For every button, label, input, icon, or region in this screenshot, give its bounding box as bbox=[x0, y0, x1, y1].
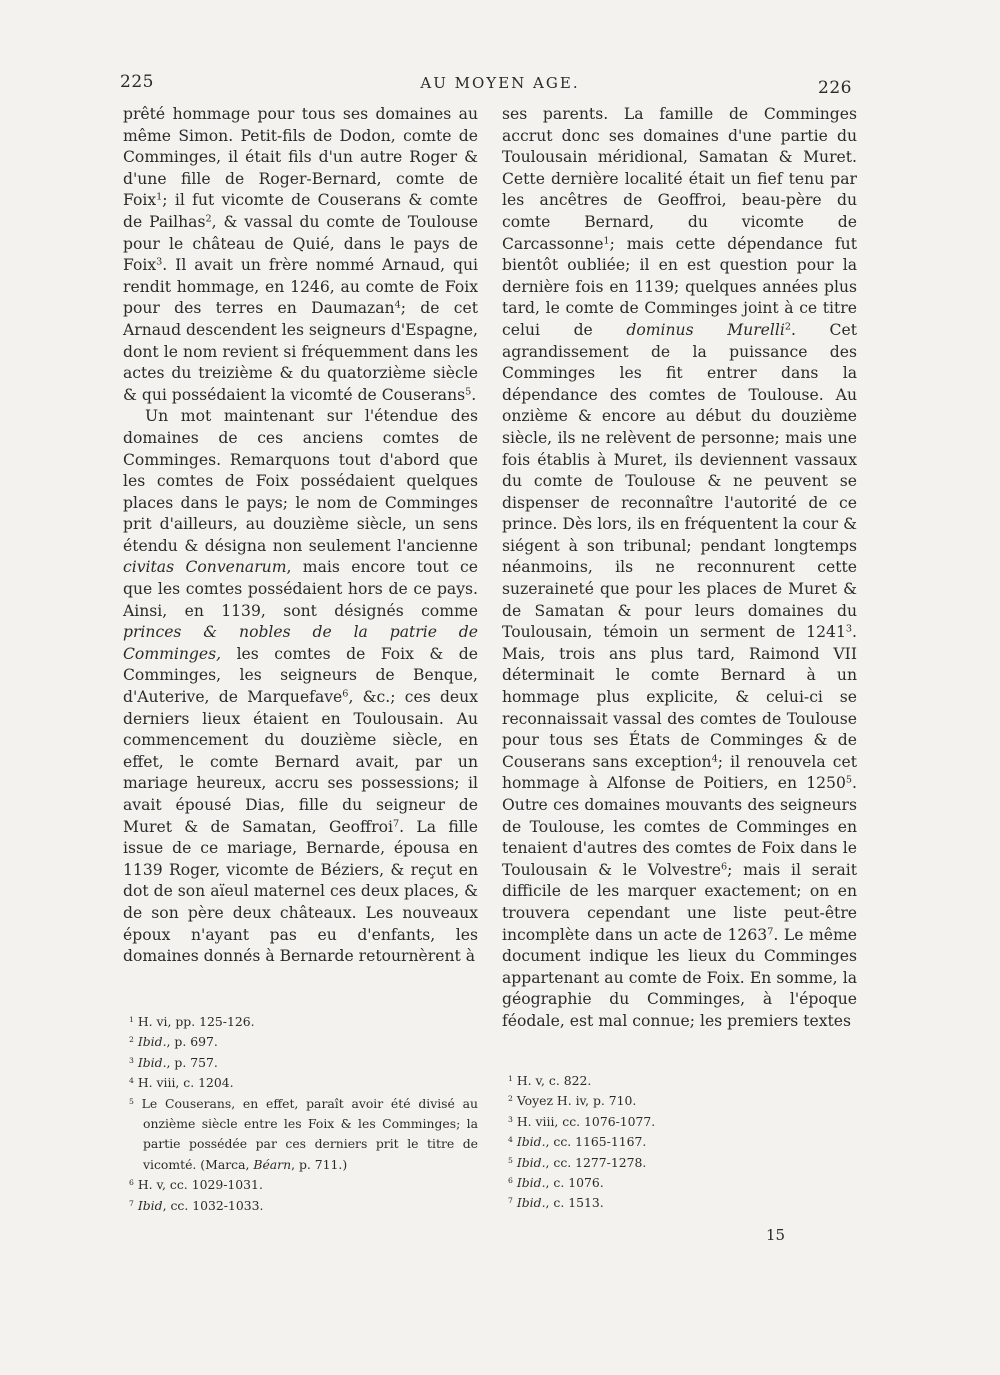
text-span: . Il avait un frère nommé Arnaud, qui rendit hommage, en 1246, au comte de Foix pour des terres en Daumazan bbox=[123, 256, 478, 318]
text-span: , mais encore tout ce que les comtes possédaient hors de ce pays. Ainsi, en 1139, sont désignés comme bbox=[123, 558, 478, 620]
footnote bbox=[502, 1153, 857, 1173]
footnote-italic: Ibid. bbox=[137, 1054, 167, 1070]
footnote-text: , c. 1513. bbox=[545, 1195, 604, 1211]
text-span: . Le même document indique les lieux du Comminges appartenant au comte de Foix. En somme, la géographie du Comminges, à l'époque féodale, est mal connue; les premiers textes bbox=[502, 925, 858, 1030]
footnote-italic: Béarn bbox=[253, 1156, 292, 1172]
footnote-text: H. v, c. 822. bbox=[516, 1073, 592, 1088]
footnote-ref: 1 bbox=[603, 235, 610, 247]
footnote-ref: 6 bbox=[342, 688, 349, 700]
paragraph-1 bbox=[123, 104, 478, 406]
footnote-italic: Ibid. bbox=[516, 1134, 546, 1150]
footnote-number: 5 bbox=[508, 1155, 513, 1165]
text-span: ; il fut vicomte de Couserans & comte de Pailhas bbox=[123, 191, 478, 231]
footnote bbox=[502, 1071, 857, 1091]
footnote bbox=[502, 1193, 857, 1213]
text-span: prêté hommage pour tous ses domaines au même Simon. Petit-fils de Dodon, comte de Comminges, il était fils d'un autre Roger & d'une fille de Roger-Bernard, comte de Foix bbox=[123, 105, 478, 210]
footnote bbox=[502, 1173, 857, 1193]
text-span: ; il renouvela cet hommage à Alfonse de Poitiers, en 1250 bbox=[502, 752, 857, 793]
text-span: ; de cet Arnaud descendent les seigneurs d'Espagne, dont le nom revient si fréquemment dans les actes du treizième & du quatorzième siècle & qui possédaient la vicomté de Couserans bbox=[123, 299, 479, 404]
footnote-text: H. vi, pp. 125-126. bbox=[137, 1014, 255, 1029]
paragraph-2 bbox=[123, 406, 478, 967]
signature-mark: 15 bbox=[766, 1226, 786, 1244]
footnote-italic: Ibid. bbox=[137, 1034, 167, 1050]
footnote-number: 7 bbox=[508, 1196, 513, 1206]
footnote-ref: 4 bbox=[711, 753, 718, 765]
running-title: AU MOYEN AGE. bbox=[420, 74, 580, 92]
left-column bbox=[123, 104, 478, 968]
footnote bbox=[123, 1012, 478, 1032]
footnote bbox=[123, 1032, 478, 1052]
italic-span: princes & nobles de la patrie de Comminges, bbox=[123, 623, 478, 663]
text-span: . La fille issue de ce mariage, Bernarde, épousa en 1139 Roger, vicomte de Béziers, & reçut en dot de son aïeul maternel ces deux places, & de son père deux châteaux. Les nouveaux époux n'ayant pas eu d'enfants, les domaines donnés à Bernarde retournèrent à bbox=[123, 817, 478, 966]
paragraph-3 bbox=[502, 104, 857, 1033]
text-span: ; mais cette dépendance fut bientôt oubliée; il en est question pour la dernière fois en 1139; quelques années plus tard, le comte de Comminges joint à ce titre celui de bbox=[502, 234, 857, 339]
footnote-number: 5 bbox=[129, 1096, 134, 1106]
footnote-ref: 4 bbox=[394, 300, 401, 312]
footnote-ref: 7 bbox=[392, 818, 400, 830]
italic-span: dominus Murelli bbox=[626, 320, 785, 339]
footnote-number: 3 bbox=[508, 1114, 513, 1124]
text-span: , &c.; ces deux derniers lieux étaient en Toulousain. Au commencement du douzième siècle, en effet, le comte Bernard avait, par un mariage heureux, accru ses possessions; il avait épousé Dias, fille du seigneur de Muret & de Samatan, Geoffroi bbox=[123, 688, 478, 836]
text-span: , & vassal du comte de Toulouse pour le château de Quié, dans le pays de Foix bbox=[123, 212, 478, 275]
footnote-text: , cc. 1165-1167. bbox=[545, 1134, 647, 1150]
footnote-text: , p. 757. bbox=[166, 1054, 218, 1070]
footnote-ref: 2 bbox=[205, 213, 212, 225]
footnote-number: 6 bbox=[508, 1175, 513, 1185]
text-span: . bbox=[471, 385, 477, 404]
footnote bbox=[123, 1196, 478, 1216]
footnotes-left bbox=[123, 1012, 478, 1216]
footnote bbox=[123, 1175, 478, 1195]
footnote-text: , p. 711.) bbox=[291, 1156, 348, 1172]
text-span: ; mais il serait difficile de les marquer exactement; on en trouvera cependant une liste peut-être incomplète dans un acte de 1263 bbox=[502, 860, 857, 944]
footnote-ref: 2 bbox=[784, 321, 792, 333]
footnotes-right bbox=[502, 1071, 857, 1214]
footnote bbox=[502, 1091, 857, 1111]
text-span: ses parents. La famille de Comminges accrut donc ses domaines d'une partie du Toulousain méridional, Samatan & Muret. Cette dernière localité était un fief tenu par les ancêtres de Geoffroi, beau-père du comte Bernard, du vicomte de Carcassonne bbox=[502, 105, 857, 253]
footnote-text: Voyez H. iv, p. 710. bbox=[516, 1093, 637, 1109]
footnote bbox=[123, 1094, 478, 1176]
footnote-italic: Ibid. bbox=[516, 1154, 546, 1170]
text-span: . Mais, trois ans plus tard, Raimond VII déterminait le comte Bernard à un hommage plus explicite, & celui-ci se reconnaissait vassal des comtes de Toulouse pour tous ses États de Comminges & de Couserans sans exception bbox=[502, 623, 857, 771]
footnote-number: 1 bbox=[129, 1014, 134, 1024]
footnote-number: 2 bbox=[129, 1035, 134, 1045]
footnote-italic: Ibid bbox=[137, 1197, 163, 1213]
footnote-ref: 7 bbox=[767, 926, 774, 938]
footnote-italic: Ibid. bbox=[516, 1195, 546, 1211]
footnote-number: 3 bbox=[129, 1055, 134, 1065]
text-span: . Cet agrandissement de la puissance des Comminges les fit entrer dans la dépendance des comtes de Toulouse. Au onzième & encore au début du douzième siècle, ils ne relèvent de personne; mais une fois établis à Muret, ils deviennent vassaux du comte de Toulouse & ne peuvent se dispenser de reconnaître l'autorité de ce prince. Dès lors, ils en fréquentent la cour & siégent à son tribunal; pendant longtemps néanmoins, ils ne reconnurent cette suzeraineté que pour les places de Muret & de Samatan & pour leurs domaines du Toulousain, témoin un serment de 1241 bbox=[502, 320, 857, 642]
footnote-ref: 5 bbox=[465, 386, 472, 398]
text-span: Un mot maintenant sur l'étendue des domaines de ces anciens comtes de Comminges. Remarquons tout d'abord que les comtes de Foix possédaient quelques places dans le pays; le nom de Comminges prit d'ailleurs, au douzième siècle, un sens étendu & désigna non seulement l'ancienne bbox=[123, 407, 478, 555]
footnote-ref: 6 bbox=[720, 861, 728, 873]
footnote-text: Le Couserans, en effet, paraît avoir été divisé au onzième siècle entre les Foix & les Comminges; la partie possédée par ces derniers prit le titre de vicomté. (Marca, bbox=[141, 1095, 478, 1172]
footnote-ref: 3 bbox=[845, 623, 853, 635]
footnote-text: , cc. 1277-1278. bbox=[545, 1154, 647, 1170]
footnote-number: 7 bbox=[129, 1198, 134, 1208]
footnote bbox=[502, 1112, 857, 1132]
footnote-text: H. viii, cc. 1076-1077. bbox=[516, 1113, 656, 1129]
text-span: . Outre ces domaines mouvants des seigneurs de Toulouse, les comtes de Comminges en tenaient d'autres des comtes de Foix dans le Toulousain & le Volvestre bbox=[502, 774, 857, 879]
footnote-ref: 3 bbox=[156, 256, 163, 268]
footnote-text: , c. 1076. bbox=[545, 1175, 604, 1191]
footnote-italic: Ibid. bbox=[516, 1175, 546, 1191]
left-page-number: 225 bbox=[120, 72, 154, 92]
footnote bbox=[502, 1132, 857, 1152]
text-span: les comtes de Foix & de Comminges, les seigneurs de Benque, d'Auterive, de Marquefave bbox=[123, 644, 478, 707]
right-page-number: 226 bbox=[818, 78, 852, 98]
footnote-text: H. viii, c. 1204. bbox=[137, 1075, 234, 1091]
footnote-number: 4 bbox=[508, 1135, 513, 1144]
footnote-number: 2 bbox=[508, 1094, 513, 1104]
footnote-text: , cc. 1032-1033. bbox=[162, 1197, 264, 1213]
right-column bbox=[502, 104, 857, 1033]
footnote-number: 4 bbox=[129, 1076, 134, 1085]
footnote-text: , p. 697. bbox=[166, 1034, 218, 1050]
italic-span: civitas Convenarum bbox=[123, 558, 287, 577]
footnote-text: H. v, cc. 1029-1031. bbox=[137, 1177, 263, 1193]
footnote-ref: 1 bbox=[156, 192, 163, 204]
footnote bbox=[123, 1053, 478, 1073]
footnote-number: 6 bbox=[129, 1178, 134, 1188]
footnote-ref: 5 bbox=[845, 775, 853, 787]
footnote-number: 1 bbox=[508, 1073, 513, 1083]
footnote bbox=[123, 1073, 478, 1093]
